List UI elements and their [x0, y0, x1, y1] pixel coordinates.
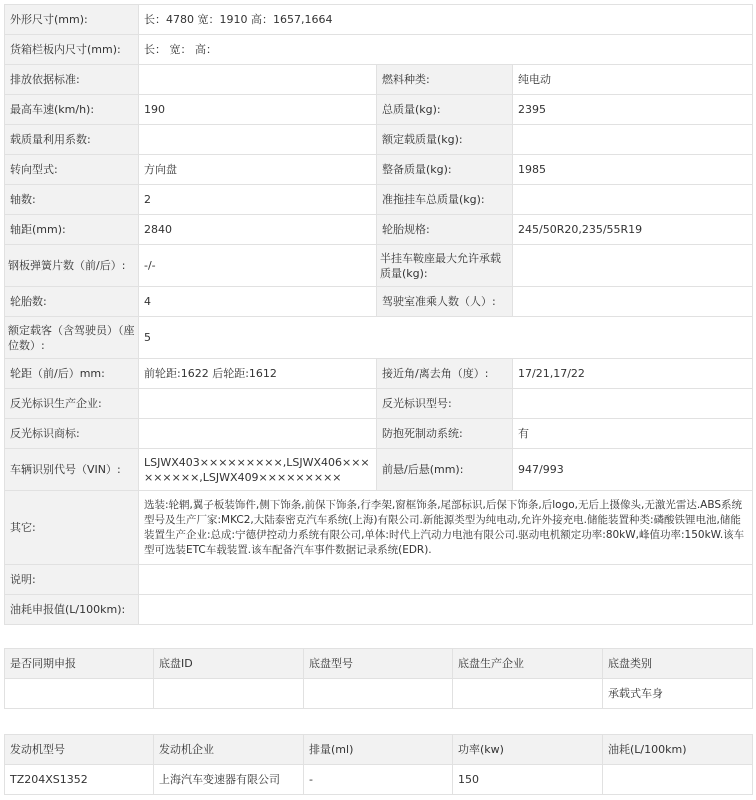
chassis-sync-cell	[5, 679, 154, 709]
spec-row	[5, 419, 753, 449]
wheelbase-value: 2840	[139, 215, 377, 245]
seats-value: 5	[139, 317, 753, 359]
spec-row	[5, 359, 753, 389]
tire-spec-label: 轮胎规格:	[377, 215, 513, 245]
reflect-brand-value	[139, 419, 377, 449]
engine-model-cell: TZ204XS1352	[5, 765, 154, 795]
overhang-value: 947/993	[513, 449, 753, 491]
vin-value: LSJWX403×××××××××,LSJWX406×××××××××,LSJWX409×××××××××	[139, 449, 377, 491]
max-speed-label: 最高车速(km/h):	[5, 95, 139, 125]
fuel-label: 燃料种类:	[377, 65, 513, 95]
spec-row-note	[5, 565, 753, 595]
note-label: 说明:	[5, 565, 139, 595]
cab-passengers-value	[513, 287, 753, 317]
fuel-consumption-value	[139, 595, 753, 625]
leaf-spring-value: -/-	[139, 245, 377, 287]
reflect-brand-label: 反光标识商标:	[5, 419, 139, 449]
trailer-mass-label: 准拖挂车总质量(kg):	[377, 185, 513, 215]
emission-label: 排放依据标准:	[5, 65, 139, 95]
engine-header-displacement: 排量(ml)	[304, 735, 453, 765]
other-label: 其它:	[5, 491, 139, 565]
load-util-label: 载质量利用系数:	[5, 125, 139, 155]
chassis-header-row	[5, 649, 753, 679]
spec-row	[5, 317, 753, 359]
spec-row-cargo	[5, 35, 753, 65]
cargo-label: 货箱栏板内尺寸(mm):	[5, 35, 139, 65]
wheelbase-label: 轴距(mm):	[5, 215, 139, 245]
engine-header-maker: 发动机企业	[154, 735, 304, 765]
trailer-mass-value	[513, 185, 753, 215]
chassis-header-sync: 是否同期申报	[5, 649, 154, 679]
engine-header-power: 功率(kw)	[453, 735, 603, 765]
chassis-header-id: 底盘ID	[154, 649, 304, 679]
rated-load-value	[513, 125, 753, 155]
spec-row	[5, 245, 753, 287]
chassis-header-maker: 底盘生产企业	[453, 649, 603, 679]
track-value: 前轮距:1622 后轮距:1612	[139, 359, 377, 389]
engine-displacement-cell: -	[304, 765, 453, 795]
engine-table	[4, 734, 753, 795]
chassis-header-category: 底盘类别	[603, 649, 753, 679]
track-label: 轮距（前/后）mm:	[5, 359, 139, 389]
engine-fuel-cell	[603, 765, 753, 795]
engine-header-fuel: 油耗(L/100km)	[603, 735, 753, 765]
engine-header-model: 发动机型号	[5, 735, 154, 765]
vehicle-spec-table	[4, 4, 753, 625]
spec-row	[5, 155, 753, 185]
engine-power-cell: 150	[453, 765, 603, 795]
vin-label: 车辆识别代号（VIN）:	[5, 449, 139, 491]
chassis-category-cell: 承载式车身	[603, 679, 753, 709]
spec-row	[5, 65, 753, 95]
cargo-value: 长： 宽： 高：	[139, 35, 753, 65]
max-speed-value: 190	[139, 95, 377, 125]
leaf-spring-label: 钢板弹簧片数（前/后）:	[5, 245, 139, 287]
spec-row-fuel-consumption	[5, 595, 753, 625]
spec-row	[5, 185, 753, 215]
overhang-label: 前悬/后悬(mm):	[377, 449, 513, 491]
steering-label: 转向型式:	[5, 155, 139, 185]
fuel-consumption-label: 油耗申报值(L/100km):	[5, 595, 139, 625]
spec-row	[5, 287, 753, 317]
other-value: 选装:轮辋,翼子板装饰件,侧下饰条,前保下饰条,行李架,窗框饰条,尾部标识,后保下饰条,后logo,无后上摄像头,无激光雷达.ABS系统型号及生产厂家:MKC2,大陆泰密克汽车系统(上海)有限公司.新能源类型为纯电动,允许外接充电.储能装置种类:磷酸铁锂电池,储能装置生产企业:总成:宁德伊控动力系统有限公司,单体:时代上汽动力电池有限公司.驱动电机额定功率:80kW,峰值功率:150kW.该车型可选装ETC车载装置.该车配备汽车事件数据记录系统(EDR).	[139, 491, 753, 565]
chassis-maker-cell	[453, 679, 603, 709]
saddle-label: 半挂车鞍座最大允许承载质量(kg):	[377, 245, 513, 287]
reflect-model-value	[513, 389, 753, 419]
reflect-maker-label: 反光标识生产企业:	[5, 389, 139, 419]
note-value	[139, 565, 753, 595]
chassis-id-cell	[154, 679, 304, 709]
spec-row	[5, 389, 753, 419]
spec-row	[5, 215, 753, 245]
spec-row	[5, 449, 753, 491]
tire-count-value: 4	[139, 287, 377, 317]
dimensions-value: 长：4780 宽：1910 高：1657,1664	[139, 5, 753, 35]
table-row	[5, 679, 753, 709]
spec-row-other	[5, 491, 753, 565]
tire-count-label: 轮胎数:	[5, 287, 139, 317]
angle-value: 17/21,17/22	[513, 359, 753, 389]
curb-mass-label: 整备质量(kg):	[377, 155, 513, 185]
steering-value: 方向盘	[139, 155, 377, 185]
cab-passengers-label: 驾驶室准乘人数（人）:	[377, 287, 513, 317]
fuel-value: 纯电动	[513, 65, 753, 95]
angle-label: 接近角/离去角（度）:	[377, 359, 513, 389]
tire-spec-value: 245/50R20,235/55R19	[513, 215, 753, 245]
total-mass-label: 总质量(kg):	[377, 95, 513, 125]
axles-label: 轴数:	[5, 185, 139, 215]
curb-mass-value: 1985	[513, 155, 753, 185]
rated-load-label: 额定载质量(kg):	[377, 125, 513, 155]
spec-row-dimensions	[5, 5, 753, 35]
dimensions-label: 外形尺寸(mm):	[5, 5, 139, 35]
engine-maker-cell: 上海汽车变速器有限公司	[154, 765, 304, 795]
total-mass-value: 2395	[513, 95, 753, 125]
axles-value: 2	[139, 185, 377, 215]
emission-value	[139, 65, 377, 95]
chassis-header-model: 底盘型号	[304, 649, 453, 679]
spec-row	[5, 95, 753, 125]
spec-row	[5, 125, 753, 155]
engine-header-row	[5, 735, 753, 765]
chassis-model-cell	[304, 679, 453, 709]
saddle-value	[513, 245, 753, 287]
reflect-model-label: 反光标识型号:	[377, 389, 513, 419]
seats-label: 额定载客（含驾驶员）（座位数）:	[5, 317, 139, 359]
chassis-table	[4, 648, 753, 709]
load-util-value	[139, 125, 377, 155]
reflect-maker-value	[139, 389, 377, 419]
table-row	[5, 765, 753, 795]
abs-label: 防抱死制动系统:	[377, 419, 513, 449]
abs-value: 有	[513, 419, 753, 449]
